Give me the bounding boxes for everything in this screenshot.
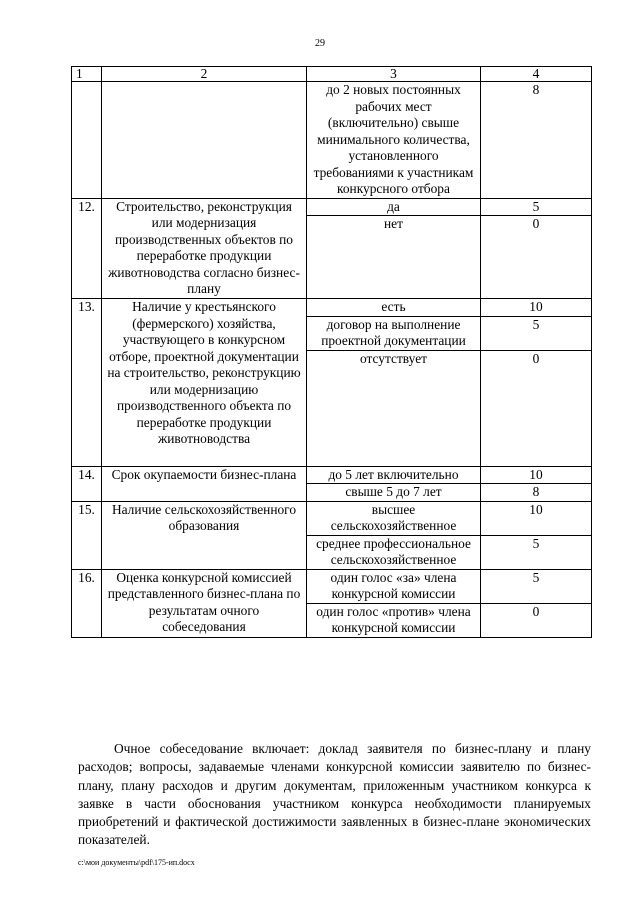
body-paragraph: Очное собеседование включает: доклад заявителя по бизнес-плану и плану расходов; вопросы, задаваемые членами конкурсной комиссии заявителю по бизнес-плану, плану расходов и другим документам, приложенным участником конкурса к заявке в части обоснования участником конкурса необходимости планируемых приобретений и фактической достижимости заявленных в бизнес-плане экономических показателей.	[78, 741, 591, 848]
score-cell: 8	[481, 82, 592, 199]
header-col-1: 1	[72, 67, 102, 82]
score-cell: 10	[481, 299, 592, 317]
score-cell: 10	[481, 501, 592, 535]
table-row	[72, 466, 592, 484]
score-cell: 0	[481, 603, 592, 637]
row-number: 12.	[72, 198, 102, 299]
row-number: 13.	[72, 299, 102, 467]
condition-cell: до 2 новых постоянных рабочих мест (включительно) свыше минимального количества, установленного требованиями к участникам конкурсного отбора	[307, 82, 481, 199]
page-number: 29	[315, 38, 325, 49]
criteria-table	[71, 66, 592, 638]
criterion-cell: Строительство, реконструкция или модернизация производственных объектов по переработке продукции животноводства согласно бизнес-плану	[102, 198, 307, 299]
score-cell: 0	[481, 350, 592, 466]
row-number	[72, 82, 102, 199]
table-header-row	[72, 67, 592, 82]
table-row	[72, 198, 592, 216]
score-cell: 0	[481, 216, 592, 299]
score-cell: 5	[481, 535, 592, 569]
condition-cell: один голос «за» члена конкурсной комиссии	[307, 569, 481, 603]
condition-cell: до 5 лет включительно	[307, 466, 481, 484]
condition-cell: отсутствует	[307, 350, 481, 466]
table-row	[72, 569, 592, 603]
criterion-cell: Наличие у крестьянского (фермерского) хозяйства, участвующего в конкурсном отборе, проектной документации на строительство, реконструкцию или модернизацию производственного объекта по переработке продукции животноводства	[102, 299, 307, 467]
criterion-cell	[102, 82, 307, 199]
score-cell: 5	[481, 569, 592, 603]
condition-cell: свыше 5 до 7 лет	[307, 484, 481, 502]
header-col-2: 2	[102, 67, 307, 82]
score-cell: 5	[481, 316, 592, 350]
score-cell: 8	[481, 484, 592, 502]
score-cell: 5	[481, 198, 592, 216]
header-col-4: 4	[481, 67, 592, 82]
file-path: c:\мои документы\pdf\175-ип.docx	[78, 858, 195, 867]
condition-cell: да	[307, 198, 481, 216]
criterion-cell: Срок окупаемости бизнес-плана	[102, 466, 307, 501]
header-col-3: 3	[307, 67, 481, 82]
criterion-cell: Наличие сельскохозяйственного образования	[102, 501, 307, 569]
condition-cell: среднее профессиональное сельскохозяйственное	[307, 535, 481, 569]
score-cell: 10	[481, 466, 592, 484]
condition-cell: высшее сельскохозяйственное	[307, 501, 481, 535]
row-number: 15.	[72, 501, 102, 569]
table-row	[72, 299, 592, 317]
condition-cell: договор на выполнение проектной документации	[307, 316, 481, 350]
table-row	[72, 82, 592, 199]
row-number: 16.	[72, 569, 102, 637]
row-number: 14.	[72, 466, 102, 501]
condition-cell: есть	[307, 299, 481, 317]
condition-cell: нет	[307, 216, 481, 299]
table-row	[72, 501, 592, 535]
condition-cell: один голос «против» члена конкурсной комиссии	[307, 603, 481, 637]
criterion-cell: Оценка конкурсной комиссией представленного бизнес-плана по результатам очного собеседования	[102, 569, 307, 637]
